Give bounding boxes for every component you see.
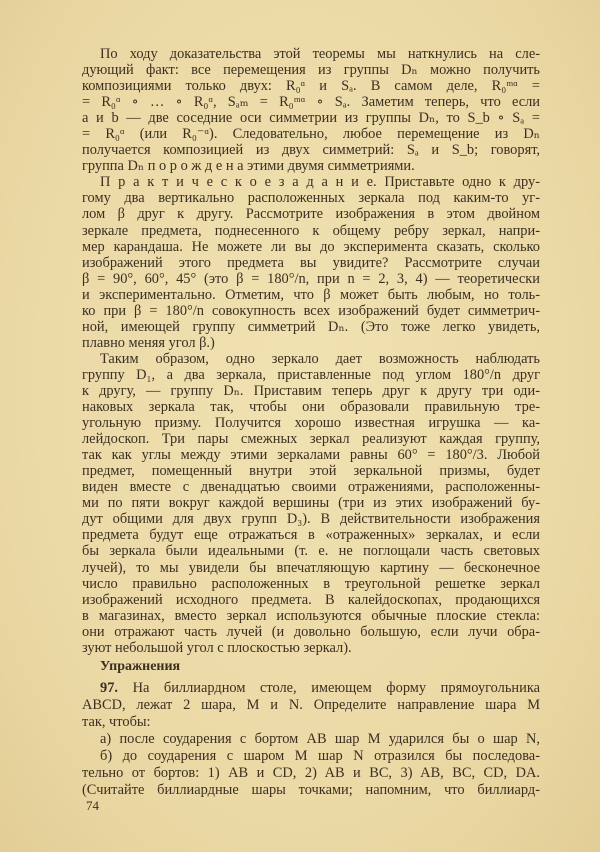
text-line xyxy=(82,447,540,463)
text-line xyxy=(82,608,540,624)
text-line xyxy=(82,319,540,335)
line-text: изображений этого предмета вы увидите? Рассмотрите случаи xyxy=(82,254,540,271)
text-line xyxy=(82,463,540,479)
text-line xyxy=(82,415,540,431)
line-text: предмета будут еще отражаться в «отраженных» зеркалах, и если xyxy=(82,527,540,544)
line-text: дут общими для двух групп D₃). В действительности изображения xyxy=(82,511,540,528)
exercises-heading: Упражнения xyxy=(100,659,181,674)
line-text: они отражают часть лучей (и довольно большую, если лучи обра- xyxy=(82,623,540,640)
text-line xyxy=(82,624,540,640)
line-text: лом β друг к другу. Рассмотрите изображения в этом двойном xyxy=(82,206,540,223)
text-line xyxy=(82,576,540,592)
line-text: лейдоскоп. Три пары смежных зеркал реализуют каждая группу, xyxy=(82,431,540,448)
text-line xyxy=(82,110,540,126)
line-text: композициями только двух: R₀ᵅ и Sₐ. В самом деле, R₀ᵐᵅ = xyxy=(82,78,540,95)
text-line xyxy=(82,680,540,697)
line-text: ко при β = 180°/n совокупность всех изображений будет симметрич- xyxy=(82,302,540,319)
text-line xyxy=(82,765,540,782)
text-line xyxy=(82,174,540,190)
text-line xyxy=(82,94,540,110)
text-line xyxy=(82,142,540,158)
text-line xyxy=(82,367,540,383)
text-line xyxy=(82,495,540,511)
text-line xyxy=(82,527,540,543)
text-line xyxy=(82,479,540,495)
line-text: мер карандаша. Не можете ли вы до эксперимента сказать, сколько xyxy=(82,238,540,255)
line-text: в магазинах, вместо зеркал используются обычные плоские стекла: xyxy=(82,607,540,624)
text-line xyxy=(82,748,540,765)
text-line xyxy=(82,158,540,174)
text-line xyxy=(82,62,540,78)
text-line xyxy=(82,287,540,303)
text-line xyxy=(82,351,540,367)
exercise-number: 97. xyxy=(100,680,118,696)
text-line xyxy=(82,592,540,608)
text-line xyxy=(82,335,540,351)
line-text: ной, имеющей группу симметрий Dₙ. (Это тоже легко увидеть, xyxy=(82,318,540,335)
line-text: гому два вертикально расположенных зеркала под каким-то уг- xyxy=(82,190,540,207)
line-text: тельно от бортов: 1) AB и CD, 2) AB и BC, 3) AB, BC, CD, DA. xyxy=(82,765,540,781)
text-line xyxy=(82,46,540,62)
text-line xyxy=(82,126,540,142)
text-line xyxy=(82,731,540,748)
line-text: дующий факт: все перемещения из группы Dₙ можно получить xyxy=(82,62,540,79)
text-line xyxy=(82,271,540,287)
line-text: бы зеркала были идеальными (т. е. не поглощали часть световых xyxy=(82,543,540,560)
line-text: угольную призму. Получится хорошо известная игрушка — ка- xyxy=(82,415,540,432)
line-text: число правильно расположенных в треугольной решетке зеркал xyxy=(82,575,540,592)
line-text: так как углы между этими зеркалами равны 60° = 180°/3. Любой xyxy=(82,447,540,464)
line-text: и экспериментально. Отметим, что β может быть любым, но толь- xyxy=(82,286,540,303)
line-text: ABCD, лежат 2 шара, M и N. Определите направление шара M xyxy=(82,697,540,713)
text-line xyxy=(82,511,540,527)
text-line xyxy=(82,190,540,206)
line-text: П р а к т и ч е с к о е з а д а н и е. Приставьте одно к дру- xyxy=(100,174,540,191)
text-line xyxy=(82,383,540,399)
line-text: = R₀ᵅ ∘ … ∘ R₀ᵅ, Sₐₘ = R₀ᵐᵅ ∘ Sₐ. Заметим теперь, что если xyxy=(82,94,540,111)
text-line xyxy=(82,223,540,239)
text-line xyxy=(82,78,540,94)
line-text: плавно меняя угол β.) xyxy=(82,334,215,351)
line-text: a и b — две соседние оси симметрии из группы Dₙ, то S_b ∘ Sₐ = xyxy=(82,110,540,127)
exercise-97 xyxy=(82,680,540,799)
line-text: зеркале предмета, поднесенного к общему ребру зеркал, напри- xyxy=(82,222,540,239)
text-line xyxy=(82,303,540,319)
line-text: = R₀ᵅ (или R₀⁻ᵅ). Следовательно, любое перемещение из Dₙ xyxy=(82,126,540,143)
line-text: изображений исходного предмета. В калейдоскопах, продающихся xyxy=(82,591,540,608)
line-text: получается композицией из двух симметрий: Sₐ и S_b; говорят, xyxy=(82,142,540,159)
text-line xyxy=(82,782,540,799)
line-text: б) до соударения с шаром M шар N отразился бы последова- xyxy=(100,748,540,764)
line-text: ми по пяти вокруг каждой вершины (три из этих изображений бу- xyxy=(82,495,540,512)
body-text xyxy=(82,46,540,656)
line-text: На биллиардном столе, имеющем форму прямоугольника xyxy=(118,680,540,696)
text-line xyxy=(82,697,540,714)
line-text: предмет, помещенный внутри этой зеркальной призмы, будет xyxy=(82,463,540,480)
line-text: β = 90°, 60°, 45° (это β = 180°/n, при n = 2, 3, 4) — теоретически xyxy=(82,270,540,287)
line-text: зуют небольшой угол с плоскостью зеркал). xyxy=(82,639,352,656)
text-line xyxy=(82,399,540,415)
text-line xyxy=(82,560,540,576)
text-line xyxy=(82,640,540,656)
text-line xyxy=(82,239,540,255)
line-text: группа Dₙ п о р о ж д е н а этими двумя симметриями. xyxy=(82,158,415,175)
line-text: группу D₁, а два зеркала, приставленные под углом 180°/n друг xyxy=(82,366,540,383)
text-line xyxy=(82,206,540,222)
line-text: к другу, — группу Dₙ. Приставим теперь друг к другу три оди- xyxy=(82,382,540,399)
line-text: Таким образом, одно зеркало дает возможность наблюдать xyxy=(100,350,540,367)
line-text: лучей), то мы увидели бы впечатляющую картину — бесконечное xyxy=(82,559,540,576)
line-text: (Считайте биллиардные шары точками; напомним, что биллиард- xyxy=(82,782,540,798)
line-text: виден вместе с двенадцатью своими отражениями, расположенны- xyxy=(82,479,540,496)
text-line xyxy=(82,255,540,271)
text-line xyxy=(82,431,540,447)
text-line xyxy=(82,714,540,731)
line-text: так, чтобы: xyxy=(82,714,151,730)
line-text: а) после соударения с бортом AB шар M ударился бы о шар N, xyxy=(100,731,540,747)
page-number: 74 xyxy=(86,798,99,813)
line-text: По ходу доказательства этой теоремы мы наткнулись на сле- xyxy=(100,46,540,62)
text-line xyxy=(82,543,540,559)
line-text: наковых зеркала так, чтобы они образовали правильную тре- xyxy=(82,399,540,416)
